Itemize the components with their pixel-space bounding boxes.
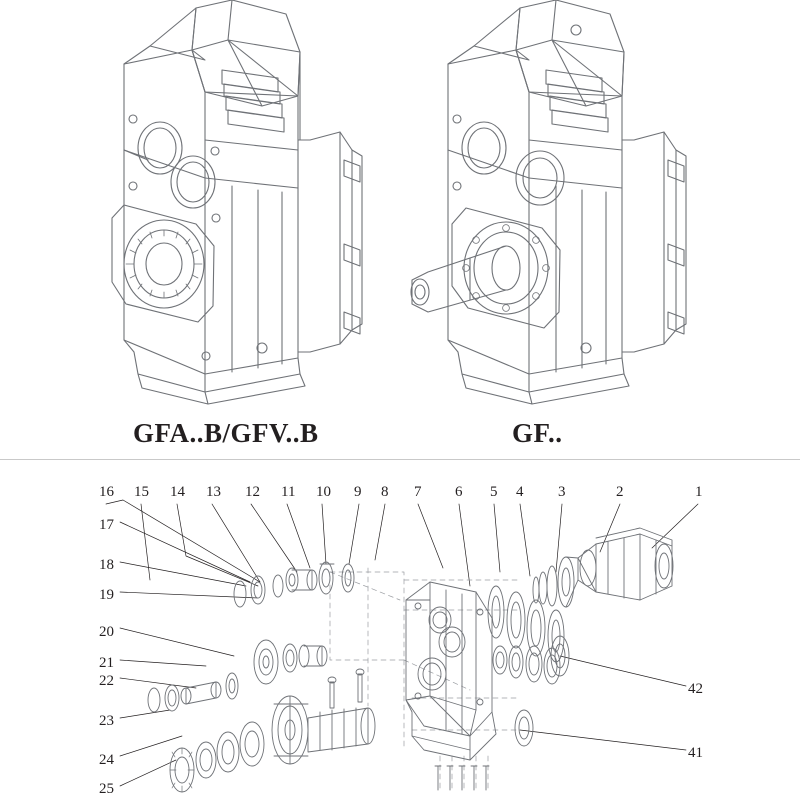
callout-22: 22 <box>99 673 114 689</box>
callout-7: 7 <box>414 484 422 500</box>
callout-19: 19 <box>99 587 114 603</box>
leader-lines-right <box>520 656 686 750</box>
gearbox-right-figure <box>411 0 686 404</box>
gearbox-left-figure <box>112 0 362 404</box>
callout-41: 41 <box>688 745 703 761</box>
exploded-assembly-view <box>0 460 800 800</box>
callout-14: 14 <box>170 484 185 500</box>
callout-1: 1 <box>695 484 703 500</box>
callout-5: 5 <box>490 484 498 500</box>
fastener-parts <box>435 766 489 790</box>
callout-11: 11 <box>281 484 296 500</box>
callout-15: 15 <box>134 484 149 500</box>
callout-24: 24 <box>99 752 114 768</box>
callout-2: 2 <box>616 484 624 500</box>
callout-21: 21 <box>99 655 114 671</box>
callout-4: 4 <box>516 484 524 500</box>
callout-3: 3 <box>558 484 566 500</box>
figure-caption-right: GF.. <box>512 418 563 448</box>
projection-lines <box>330 568 520 790</box>
callout-17: 17 <box>99 517 114 533</box>
figure-caption-left: GFA..B/GFV..B <box>133 418 319 448</box>
leader-lines-top <box>106 500 698 586</box>
callout-18: 18 <box>99 557 114 573</box>
callout-42: 42 <box>688 681 703 697</box>
cover-plate-parts <box>515 636 569 746</box>
exploded-view-drawing <box>0 460 800 800</box>
callout-8: 8 <box>381 484 389 500</box>
callout-12: 12 <box>245 484 260 500</box>
housing-body-part <box>406 582 496 760</box>
leader-lines-left <box>120 522 258 786</box>
callout-13: 13 <box>206 484 221 500</box>
callout-25: 25 <box>99 781 114 797</box>
callout-10: 10 <box>316 484 331 500</box>
seal-ring-parts <box>488 586 564 684</box>
output-gear-parts <box>170 669 375 792</box>
callout-9: 9 <box>354 484 362 500</box>
input-ring-parts <box>533 557 578 607</box>
callout-6: 6 <box>455 484 463 500</box>
motor-adapter-part <box>578 528 673 600</box>
callout-16: 16 <box>99 484 114 500</box>
callout-20: 20 <box>99 624 114 640</box>
callout-23: 23 <box>99 713 114 729</box>
